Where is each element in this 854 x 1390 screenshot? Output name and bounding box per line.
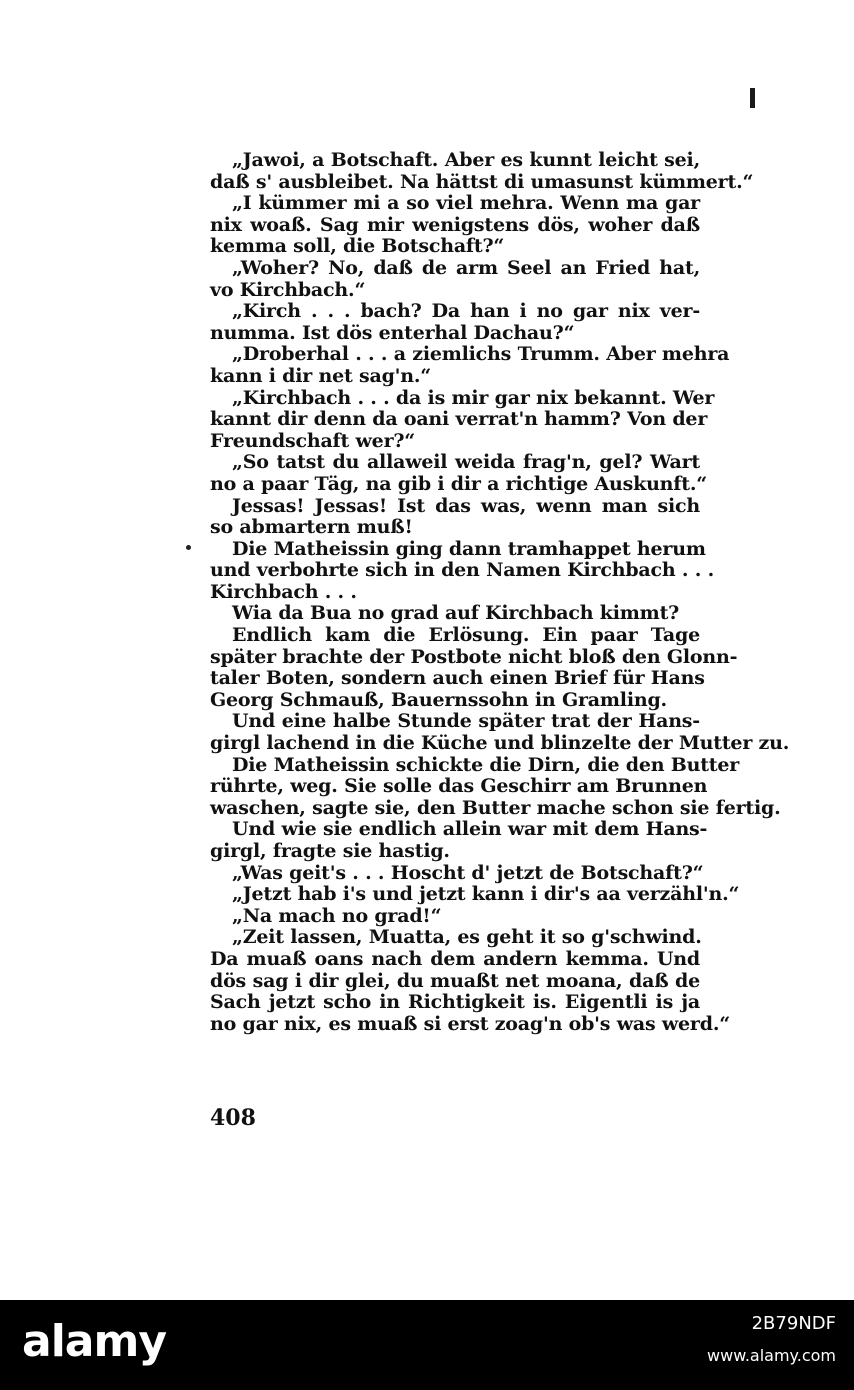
text-line: „Zeit lassen, Muatta, es geht it so g'schwind. (232, 926, 702, 949)
text-line: „Kirch . . . bach? Da han i no gar nix ver- (232, 300, 700, 323)
text-line: nix woaß. Sag mir wenigstens dös, woher daß (210, 213, 700, 236)
text-line: rührte, weg. Sie solle das Geschirr am Brunnen (210, 775, 708, 798)
text-line: „Woher? No, daß de arm Seel an Fried hat, (232, 256, 700, 279)
text-line: kemma soll, die Botschaft?“ (210, 235, 505, 258)
text-line: Freundschaft wer?“ (210, 429, 416, 452)
text-line: „I kümmer mi a so viel mehra. Wenn ma gar (232, 192, 700, 215)
text-line: so abmartern muß! (210, 516, 413, 539)
text-line: dös sag i dir glei, du muaßt net moana, daß de (210, 969, 700, 992)
text-line: „Na mach no grad!“ (232, 904, 442, 927)
text-line: kann i dir net sag'n.“ (210, 364, 432, 387)
text-line: girgl, fragte sie hastig. (210, 840, 450, 862)
page-text (210, 149, 790, 1035)
page-edge-mark (750, 88, 755, 108)
page-number: 408 (210, 1105, 256, 1131)
text-line: „Was geit's . . . Hoscht d' jetzt de Botschaft?“ (232, 861, 704, 884)
text-line: „Jetzt hab i's und jetzt kann i dir's aa verzähl'n.“ (232, 883, 740, 906)
text-line: no gar nix, es muaß si erst zoag'n ob's was werd.“ (210, 1012, 730, 1035)
text-line: Georg Schmauß, Bauernssohn in Gramling. (210, 688, 667, 711)
text-line: „Jawoi, a Botschaft. Aber es kunnt leicht sei, (232, 149, 700, 171)
text-line: „Kirchbach . . . da is mir gar nix bekannt. Wer (232, 386, 715, 409)
text-line: später brachte der Postbote nicht bloß den Glonn- (210, 645, 738, 668)
text-line: Und eine halbe Stunde später trat der Hans- (232, 710, 700, 733)
banner-url: www.alamy.com (707, 1346, 836, 1365)
alamy-logo: alamy (22, 1316, 166, 1367)
text-line: Da muaß oans nach dem andern kemma. Und (210, 947, 700, 970)
text-line: Und wie sie endlich allein war mit dem Hans- (232, 818, 708, 841)
text-line: no a paar Täg, na gib i dir a richtige Auskunft.“ (210, 472, 707, 495)
text-line: „So tatst du allaweil weida frag'n, gel? Wart (232, 451, 700, 474)
text-line: daß s' ausbleibet. Na hättst di umasunst kümmert.“ (210, 170, 754, 193)
text-line: Die Matheissin schickte die Dirn, die den Butter (232, 753, 740, 776)
text-line: Die Matheissin ging dann tramhappet herum (232, 537, 706, 560)
margin-dot (186, 545, 191, 550)
text-line: taler Boten, sondern auch einen Brief für Hans (210, 667, 705, 690)
text-line: Sach jetzt scho in Richtigkeit is. Eigentli is ja (210, 991, 700, 1014)
text-line: waschen, sagte sie, den Butter mache schon sie fertig. (210, 796, 781, 819)
text-line: kannt dir denn da oani verrat'n hamm? Von der (210, 408, 708, 431)
text-line: Kirchbach . . . (210, 580, 357, 603)
image-id: 2B79NDF (751, 1313, 836, 1334)
text-line: und verbohrte sich in den Namen Kirchbach . . . (210, 559, 714, 582)
text-line: Wia da Bua no grad auf Kirchbach kimmt? (232, 602, 680, 625)
text-line: girgl lachend in die Küche und blinzelte der Mutter zu. (210, 732, 790, 755)
text-line: vo Kirchbach.“ (210, 278, 366, 301)
text-line: „Droberhal . . . a ziemlichs Trumm. Aber mehra (232, 343, 730, 366)
text-line: Jessas! Jessas! Ist das was, wenn man sich (232, 494, 700, 517)
text-line: numma. Ist dös enterhal Dachau?“ (210, 321, 575, 344)
text-line: Endlich kam die Erlösung. Ein paar Tage (232, 624, 700, 647)
